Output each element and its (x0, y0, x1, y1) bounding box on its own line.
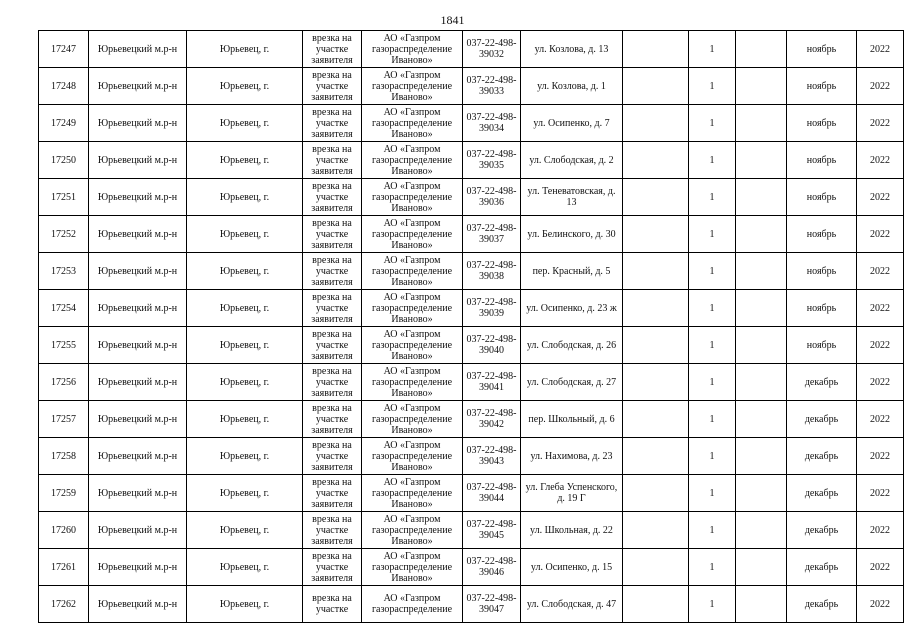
address-cell: ул. Теневатовская, д. 13 (521, 179, 623, 216)
blank-cell (623, 253, 689, 290)
row-number-cell: 17249 (39, 105, 89, 142)
work-type-cell: врезка на участке заявителя (303, 290, 362, 327)
registry-code-cell: 037-22-498-39035 (463, 142, 521, 179)
work-type-cell: врезка на участке (303, 586, 362, 623)
organization-cell: АО «Газпром газораспределение (362, 586, 463, 623)
blank-cell (623, 401, 689, 438)
quantity-cell: 1 (689, 216, 736, 253)
organization-cell: АО «Газпром газораспределение Иваново» (362, 142, 463, 179)
table-row (39, 364, 904, 401)
blank-cell (736, 364, 787, 401)
quantity-cell: 1 (689, 290, 736, 327)
year-cell: 2022 (857, 179, 904, 216)
locality-cell: Юрьевец, г. (187, 475, 303, 512)
year-cell: 2022 (857, 31, 904, 68)
year-cell: 2022 (857, 142, 904, 179)
registry-code-cell: 037-22-498-39045 (463, 512, 521, 549)
blank-cell (736, 253, 787, 290)
table-row (39, 142, 904, 179)
table-row (39, 179, 904, 216)
month-cell: ноябрь (787, 290, 857, 327)
month-cell: декабрь (787, 401, 857, 438)
month-cell: ноябрь (787, 253, 857, 290)
district-cell: Юрьевецкий м.р-н (89, 475, 187, 512)
year-cell: 2022 (857, 290, 904, 327)
work-type-cell: врезка на участке заявителя (303, 179, 362, 216)
locality-cell: Юрьевец, г. (187, 216, 303, 253)
district-cell: Юрьевецкий м.р-н (89, 364, 187, 401)
quantity-cell: 1 (689, 327, 736, 364)
organization-cell: АО «Газпром газораспределение Иваново» (362, 31, 463, 68)
locality-cell: Юрьевец, г. (187, 290, 303, 327)
locality-cell: Юрьевец, г. (187, 68, 303, 105)
registry-code-cell: 037-22-498-39041 (463, 364, 521, 401)
row-number-cell: 17250 (39, 142, 89, 179)
district-cell: Юрьевецкий м.р-н (89, 549, 187, 586)
year-cell: 2022 (857, 512, 904, 549)
blank-cell (623, 549, 689, 586)
organization-cell: АО «Газпром газораспределение Иваново» (362, 179, 463, 216)
table-row (39, 438, 904, 475)
work-type-cell: врезка на участке заявителя (303, 31, 362, 68)
blank-cell (623, 438, 689, 475)
locality-cell: Юрьевец, г. (187, 512, 303, 549)
organization-cell: АО «Газпром газораспределение Иваново» (362, 105, 463, 142)
district-cell: Юрьевецкий м.р-н (89, 31, 187, 68)
locality-cell: Юрьевец, г. (187, 142, 303, 179)
registry-code-cell: 037-22-498-39039 (463, 290, 521, 327)
row-number-cell: 17255 (39, 327, 89, 364)
district-cell: Юрьевецкий м.р-н (89, 68, 187, 105)
quantity-cell: 1 (689, 475, 736, 512)
month-cell: ноябрь (787, 105, 857, 142)
table-row (39, 31, 904, 68)
year-cell: 2022 (857, 364, 904, 401)
registry-code-cell: 037-22-498-39033 (463, 68, 521, 105)
row-number-cell: 17261 (39, 549, 89, 586)
row-number-cell: 17259 (39, 475, 89, 512)
registry-code-cell: 037-22-498-39036 (463, 179, 521, 216)
address-cell: ул. Осипенко, д. 7 (521, 105, 623, 142)
row-number-cell: 17247 (39, 31, 89, 68)
blank-cell (736, 327, 787, 364)
month-cell: ноябрь (787, 68, 857, 105)
month-cell: декабрь (787, 475, 857, 512)
year-cell: 2022 (857, 549, 904, 586)
organization-cell: АО «Газпром газораспределение Иваново» (362, 68, 463, 105)
quantity-cell: 1 (689, 142, 736, 179)
district-cell: Юрьевецкий м.р-н (89, 327, 187, 364)
year-cell: 2022 (857, 105, 904, 142)
locality-cell: Юрьевец, г. (187, 105, 303, 142)
address-cell: ул. Школьная, д. 22 (521, 512, 623, 549)
district-cell: Юрьевецкий м.р-н (89, 512, 187, 549)
blank-cell (623, 512, 689, 549)
row-number-cell: 17248 (39, 68, 89, 105)
row-number-cell: 17257 (39, 401, 89, 438)
month-cell: ноябрь (787, 31, 857, 68)
quantity-cell: 1 (689, 586, 736, 623)
organization-cell: АО «Газпром газораспределение Иваново» (362, 253, 463, 290)
organization-cell: АО «Газпром газораспределение Иваново» (362, 438, 463, 475)
locality-cell: Юрьевец, г. (187, 438, 303, 475)
address-cell: ул. Глеба Успенского, д. 19 Г (521, 475, 623, 512)
work-type-cell: врезка на участке заявителя (303, 105, 362, 142)
work-type-cell: врезка на участке заявителя (303, 142, 362, 179)
table-body (39, 31, 904, 623)
blank-cell (623, 142, 689, 179)
registry-code-cell: 037-22-498-39034 (463, 105, 521, 142)
address-cell: ул. Слободская, д. 27 (521, 364, 623, 401)
row-number-cell: 17253 (39, 253, 89, 290)
address-cell: ул. Нахимова, д. 23 (521, 438, 623, 475)
quantity-cell: 1 (689, 68, 736, 105)
district-cell: Юрьевецкий м.р-н (89, 586, 187, 623)
locality-cell: Юрьевец, г. (187, 31, 303, 68)
work-type-cell: врезка на участке заявителя (303, 512, 362, 549)
organization-cell: АО «Газпром газораспределение Иваново» (362, 327, 463, 364)
address-cell: ул. Слободская, д. 47 (521, 586, 623, 623)
district-cell: Юрьевецкий м.р-н (89, 105, 187, 142)
locality-cell: Юрьевец, г. (187, 253, 303, 290)
month-cell: декабрь (787, 364, 857, 401)
month-cell: декабрь (787, 586, 857, 623)
locality-cell: Юрьевец, г. (187, 364, 303, 401)
registry-code-cell: 037-22-498-39043 (463, 438, 521, 475)
row-number-cell: 17252 (39, 216, 89, 253)
table-row (39, 290, 904, 327)
blank-cell (623, 31, 689, 68)
year-cell: 2022 (857, 586, 904, 623)
year-cell: 2022 (857, 438, 904, 475)
organization-cell: АО «Газпром газораспределение Иваново» (362, 475, 463, 512)
address-cell: ул. Козлова, д. 13 (521, 31, 623, 68)
quantity-cell: 1 (689, 401, 736, 438)
quantity-cell: 1 (689, 31, 736, 68)
table-row (39, 549, 904, 586)
address-cell: ул. Слободская, д. 2 (521, 142, 623, 179)
address-cell: ул. Осипенко, д. 15 (521, 549, 623, 586)
blank-cell (623, 179, 689, 216)
blank-cell (623, 105, 689, 142)
locality-cell: Юрьевец, г. (187, 401, 303, 438)
district-cell: Юрьевецкий м.р-н (89, 253, 187, 290)
registry-code-cell: 037-22-498-39040 (463, 327, 521, 364)
address-cell: ул. Слободская, д. 26 (521, 327, 623, 364)
work-type-cell: врезка на участке заявителя (303, 68, 362, 105)
registry-code-cell: 037-22-498-39047 (463, 586, 521, 623)
table-row (39, 475, 904, 512)
work-type-cell: врезка на участке заявителя (303, 364, 362, 401)
page-number: 1841 (440, 13, 465, 27)
blank-cell (623, 327, 689, 364)
district-cell: Юрьевецкий м.р-н (89, 142, 187, 179)
quantity-cell: 1 (689, 512, 736, 549)
blank-cell (623, 364, 689, 401)
address-cell: ул. Осипенко, д. 23 ж (521, 290, 623, 327)
month-cell: декабрь (787, 549, 857, 586)
row-number-cell: 17262 (39, 586, 89, 623)
table-row (39, 105, 904, 142)
registry-code-cell: 037-22-498-39042 (463, 401, 521, 438)
month-cell: ноябрь (787, 142, 857, 179)
quantity-cell: 1 (689, 549, 736, 586)
row-number-cell: 17256 (39, 364, 89, 401)
year-cell: 2022 (857, 401, 904, 438)
work-type-cell: врезка на участке заявителя (303, 216, 362, 253)
blank-cell (623, 290, 689, 327)
table-row (39, 512, 904, 549)
blank-cell (736, 512, 787, 549)
row-number-cell: 17260 (39, 512, 89, 549)
locality-cell: Юрьевец, г. (187, 327, 303, 364)
address-cell: пер. Школьный, д. 6 (521, 401, 623, 438)
address-cell: ул. Козлова, д. 1 (521, 68, 623, 105)
year-cell: 2022 (857, 68, 904, 105)
blank-cell (736, 142, 787, 179)
work-type-cell: врезка на участке заявителя (303, 253, 362, 290)
district-cell: Юрьевецкий м.р-н (89, 290, 187, 327)
blank-cell (623, 68, 689, 105)
table-row (39, 586, 904, 623)
year-cell: 2022 (857, 253, 904, 290)
district-cell: Юрьевецкий м.р-н (89, 438, 187, 475)
blank-cell (736, 179, 787, 216)
row-number-cell: 17254 (39, 290, 89, 327)
register-table (38, 30, 904, 623)
month-cell: декабрь (787, 512, 857, 549)
blank-cell (736, 290, 787, 327)
district-cell: Юрьевецкий м.р-н (89, 216, 187, 253)
quantity-cell: 1 (689, 364, 736, 401)
registry-code-cell: 037-22-498-39044 (463, 475, 521, 512)
quantity-cell: 1 (689, 253, 736, 290)
work-type-cell: врезка на участке заявителя (303, 475, 362, 512)
blank-cell (736, 475, 787, 512)
blank-cell (736, 438, 787, 475)
table-row (39, 68, 904, 105)
district-cell: Юрьевецкий м.р-н (89, 401, 187, 438)
month-cell: ноябрь (787, 216, 857, 253)
address-cell: пер. Красный, д. 5 (521, 253, 623, 290)
work-type-cell: врезка на участке заявителя (303, 401, 362, 438)
district-cell: Юрьевецкий м.р-н (89, 179, 187, 216)
registry-code-cell: 037-22-498-39037 (463, 216, 521, 253)
registry-code-cell: 037-22-498-39038 (463, 253, 521, 290)
table-row (39, 216, 904, 253)
work-type-cell: врезка на участке заявителя (303, 549, 362, 586)
work-type-cell: врезка на участке заявителя (303, 438, 362, 475)
blank-cell (736, 68, 787, 105)
table-row (39, 253, 904, 290)
row-number-cell: 17258 (39, 438, 89, 475)
month-cell: декабрь (787, 438, 857, 475)
quantity-cell: 1 (689, 105, 736, 142)
year-cell: 2022 (857, 475, 904, 512)
organization-cell: АО «Газпром газораспределение Иваново» (362, 290, 463, 327)
blank-cell (736, 31, 787, 68)
year-cell: 2022 (857, 216, 904, 253)
row-number-cell: 17251 (39, 179, 89, 216)
blank-cell (623, 586, 689, 623)
locality-cell: Юрьевец, г. (187, 179, 303, 216)
blank-cell (736, 549, 787, 586)
month-cell: ноябрь (787, 327, 857, 364)
organization-cell: АО «Газпром газораспределение Иваново» (362, 216, 463, 253)
quantity-cell: 1 (689, 179, 736, 216)
registry-code-cell: 037-22-498-39032 (463, 31, 521, 68)
month-cell: ноябрь (787, 179, 857, 216)
quantity-cell: 1 (689, 438, 736, 475)
organization-cell: АО «Газпром газораспределение Иваново» (362, 512, 463, 549)
address-cell: ул. Белинского, д. 30 (521, 216, 623, 253)
year-cell: 2022 (857, 327, 904, 364)
blank-cell (736, 105, 787, 142)
work-type-cell: врезка на участке заявителя (303, 327, 362, 364)
organization-cell: АО «Газпром газораспределение Иваново» (362, 401, 463, 438)
registry-code-cell: 037-22-498-39046 (463, 549, 521, 586)
table-row (39, 401, 904, 438)
blank-cell (736, 216, 787, 253)
locality-cell: Юрьевец, г. (187, 586, 303, 623)
blank-cell (623, 475, 689, 512)
organization-cell: АО «Газпром газораспределение Иваново» (362, 549, 463, 586)
blank-cell (736, 586, 787, 623)
locality-cell: Юрьевец, г. (187, 549, 303, 586)
blank-cell (623, 216, 689, 253)
organization-cell: АО «Газпром газораспределение Иваново» (362, 364, 463, 401)
blank-cell (736, 401, 787, 438)
table-row (39, 327, 904, 364)
